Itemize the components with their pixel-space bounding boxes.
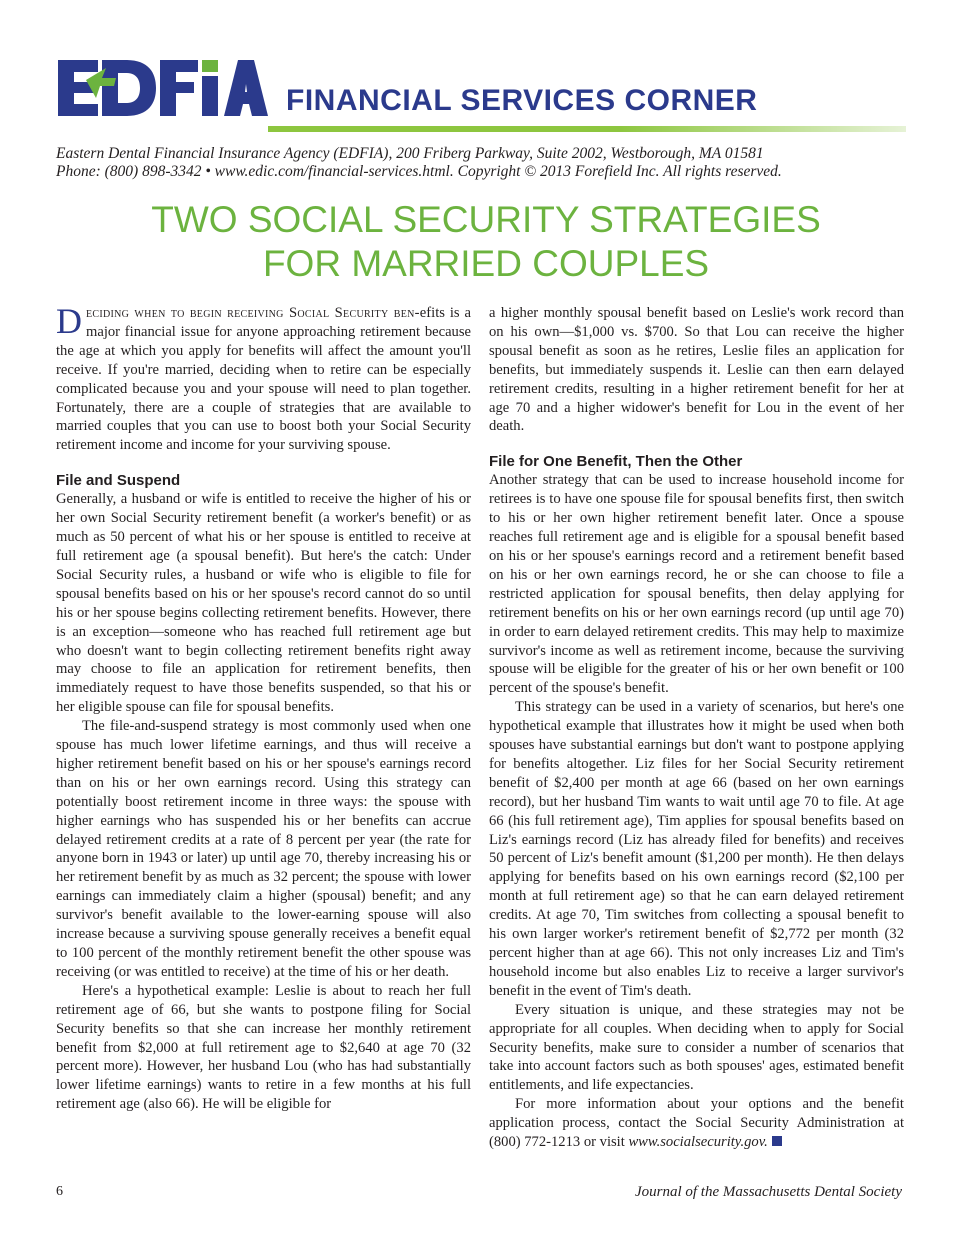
paragraph: Here's a hypothetical example: Leslie is about to reach her full retirement age of 66, but she wants to postpone filing for Social Security benefits so that she can increase her monthly retirement benefit from $2,000 at full retirement age to $2,640 at age 70 (32 percent more). However, her husband Lou (who has had substantially lower lifetime earnings) wants to retire in a few months at his full retirement age (also 66). He will be eligible for — [56, 982, 471, 1113]
article-title-line1: TWO SOCIAL SECURITY STRATEGIES — [151, 199, 821, 240]
section-heading-file-and-suspend: File and Suspend — [56, 472, 181, 490]
agency-info — [56, 145, 916, 181]
intro-lead: eciding when to begin receiving Social Security ben- — [86, 305, 420, 321]
section-heading-file-for-one-benefit: File for One Benefit, Then the Other — [489, 453, 743, 471]
agency-address: Eastern Dental Financial Insurance Agency (EDFIA), 200 Friberg Parkway, Suite 2002, Westborough, MA 01581 — [56, 145, 764, 162]
paragraph: The file-and-suspend strategy is most commonly used when one spouse has much lower lifetime earnings, and thus will receive a higher retirement benefit based on his or her spouse's earnings record than on his or her own earnings record. Using this strategy can potentially boost retirement income in three ways: the spouse with higher earnings who has suspended his or her benefits can accrue delayed retirement credits at a rate of 8 percent per year (the rate for anyone born in 1943 or later) up until age 70, thereby increasing his or her retirement benefit by as much as 32 percent; the spouse with lower earnings can immediately claim a higher (spousal) benefit; and any survivor's benefit available to the lower-earning spouse will also increase because a surviving spouse generally receives a benefit equal to 100 percent of the monthly retirement benefit the other spouse was receiving (or was entitled to receive) at the time of his or her death. — [56, 718, 471, 980]
end-mark-icon — [772, 1136, 782, 1146]
left-column — [56, 301, 472, 1114]
intro-paragraph — [56, 301, 472, 455]
edfia-logo — [56, 54, 272, 125]
closing-paragraph — [489, 1095, 904, 1152]
page-number: 6 — [56, 1184, 63, 1199]
social-security-link[interactable]: www.socialsecurity.gov. — [628, 1134, 768, 1151]
journal-name: Journal of the Massachusetts Dental Society — [634, 1184, 902, 1200]
drop-cap: D — [56, 301, 82, 341]
section-title: FINANCIAL SERVICES CORNER — [286, 84, 758, 117]
intro-body: efits is a major financial issue for anyone approaching retirement because the age at which you apply for benefits will affect the amount you'll receive. If you're married, deciding when to retire can be especially complicated because you and your spouse will need to plan together. Fortunately, there are a couple of strategies that are available to married couples that you can use to boost both your Social Security retirement income and income for your surviving spouse. — [56, 305, 472, 454]
right-column — [489, 304, 904, 1152]
closing-text: For more information about your options and the benefit application process, contact the Social Security Administration at (800) 772-1213 or visit — [489, 1096, 904, 1151]
paragraph-continued: a higher monthly spousal benefit based on Leslie's work record than on his own—$1,000 vs. $700. So that Lou can receive the higher spousal benefit as soon as he retires, Leslie files an application for benefits, but immediately suspends it. Leslie can then earn delayed retirement credits, resulting in a higher retirement benefit for her at age 70 and a higher widower's benefit for Lou in the event of her death. — [489, 305, 904, 435]
paragraph: Generally, a husband or wife is entitled to receive the higher of his or her own Social Security retirement benefit (a worker's benefit) or as much as 50 percent of what his or her spouse is entitled to receive at full retirement age (a spousal benefit). But here's the catch: Under Social Security rules, a husband or wife who is eligible to file for spousal benefits based on his or her spouse's record cannot do so until his or her spouse begins collecting retirement benefits. However, there is an exception—someone who has reached full retirement age but who doesn't want to begin collecting retirement benefits right away may choose to file an application for retirement benefits, then immediately request to have those benefits suspended, so that his or her eligible spouse can file for spousal benefits. — [56, 491, 471, 716]
article-title-line2: FOR MARRIED COUPLES — [262, 243, 710, 284]
article-title — [56, 198, 916, 286]
paragraph: This strategy can be used in a variety of scenarios, but here's one hypothetical example that illustrates how it might be used when both spouses have substantial earnings but don't want to postpone applying for benefits altogether. Liz files for her Social Security retirement benefit of $2,400 per month at age 66 (based on her own earnings record), but her husband Tim wants to wait until age 70 to file. At age 66 (his full retirement age), Tim applies for spousal benefits based on Liz's earnings record (Liz has already filed for benefits) and receives 50 percent of Liz's benefit amount ($1,200 per month). He then delays applying for benefits based on his own earnings record ($2,100 per month at full retirement age) so that he can earn delayed retirement credits. At age 70, Tim switches from collecting a spousal benefit to his own larger worker's retirement benefit of $2,772 per month (32 percent higher than at age 66). This not only increases Liz and Tim's household income but also enables Liz to receive a larger survivor's benefit in the event of Tim's death. — [489, 699, 904, 999]
header-rule — [268, 126, 906, 132]
edfia-logo-mark — [56, 54, 272, 120]
paragraph: Every situation is unique, and these strategies may not be appropriate for all couples. When deciding when to apply for Social Security benefits, make sure to consider a number of scenarios that take into account factors such as both spouses' ages, estimated benefit entitlements, and life expectancies. — [489, 1001, 904, 1094]
agency-contact: Phone: (800) 898-3342 • www.edic.com/financial-services.html. Copyright © 2013 Forefield Inc. All rights reserved. — [56, 163, 782, 180]
paragraph: Another strategy that can be used to increase household income for retirees is to have one spouse file for spousal benefits first, then switch to his or her own higher retirement benefit later. Once a spouse reaches full retirement age and is eligible for a spousal benefit based on his or her spouse's earnings record and a retirement benefit based on his or her own earnings record, he or she can choose to file a restricted application for spousal benefits, then delay applying for retirement benefits on his or her own earnings record (up until age 70) in order to earn delayed retirement credits. This may help to maximize survivor's income as well as retirement income, because the surviving spouse will be eligible for the greater of his or her own benefit or 100 percent of the spouse's benefit. — [489, 472, 904, 697]
